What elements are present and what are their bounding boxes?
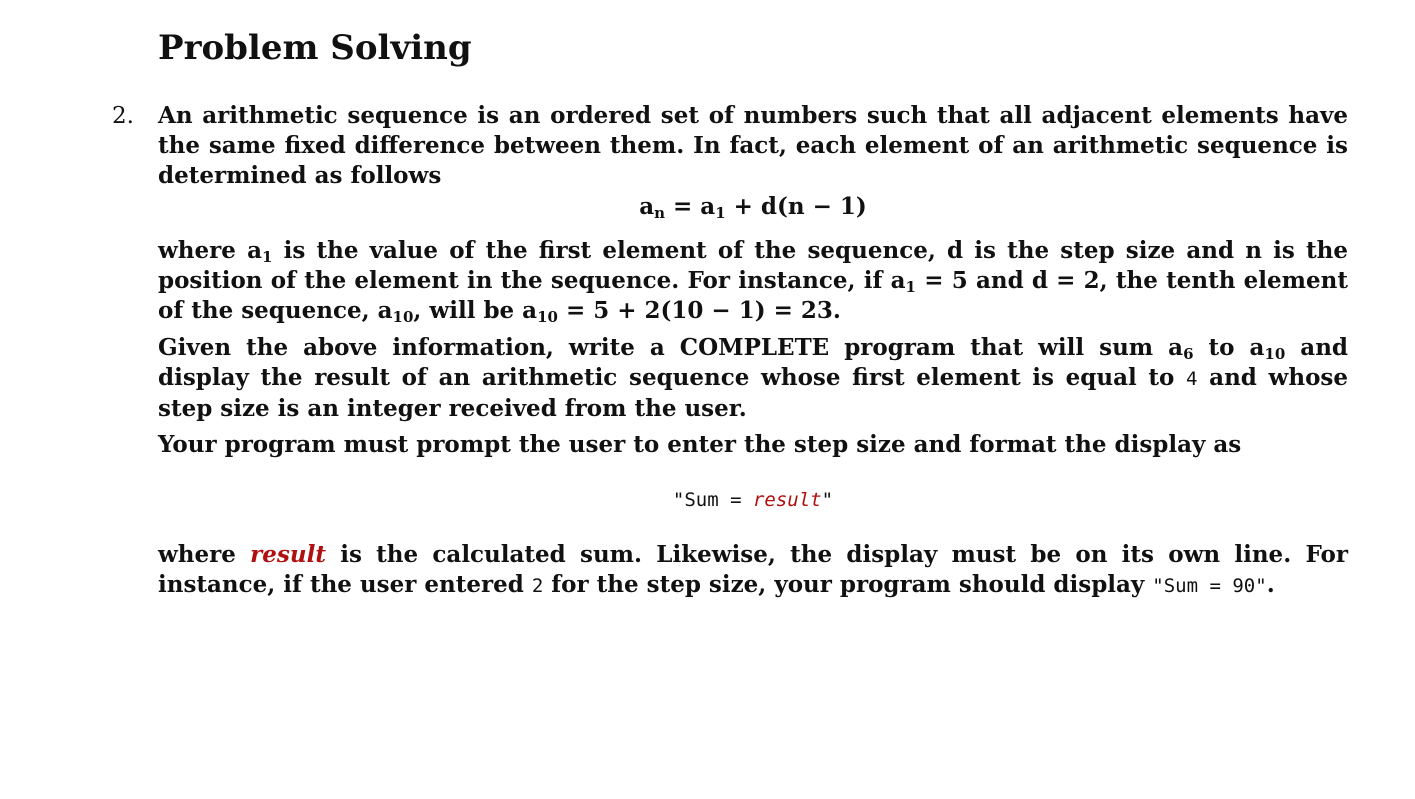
arithmetic-sequence-equation [158, 192, 1348, 222]
example-a10-base: a [377, 297, 393, 324]
display-format-placeholder: result [752, 489, 822, 511]
given-a6-base: a [1168, 334, 1184, 361]
given-a6-subscript: 6 [1183, 345, 1194, 363]
prompt-paragraph: Your program must prompt the user to enter the step size and format the display as [158, 431, 1242, 458]
equation-lhs-subscript: n [654, 204, 665, 222]
where-a1-base: a [247, 237, 262, 264]
display-format-suffix: " [821, 489, 834, 511]
result-text-1: where [158, 541, 251, 568]
display-format-prefix: "Sum = [672, 489, 753, 511]
given-first-value: 4 [1186, 368, 1198, 390]
result-placeholder: result [250, 541, 326, 568]
display-format-line [158, 486, 1348, 514]
example-a1-base: a [890, 267, 906, 294]
result-text-3: for the step size, your program should display [543, 571, 1153, 598]
example-a10b-subscript: 10 [537, 308, 558, 326]
where-paragraph [158, 236, 1348, 326]
example-input-value: 2 [531, 575, 544, 597]
where-text-5: = 5 + 2(10 − 1) = 23. [557, 297, 841, 324]
given-text-1: Given the above information, write a COMPLETE program that will sum [158, 334, 1169, 361]
section-title: Problem Solving [158, 28, 472, 68]
result-text-4: . [1266, 571, 1275, 598]
problem-intro-paragraph: An arithmetic sequence is an ordered set of numbers such that all adjacent elements have the same fixed difference between them. In fact, each element of an arithmetic sequence is determined as follows [158, 102, 1348, 189]
given-a10-subscript: 10 [1264, 345, 1286, 363]
where-text-4: , will be [413, 297, 523, 324]
where-text-3: = 5 and d = 2, the tenth element of the sequence, [158, 267, 1348, 324]
equation-lhs-base: a [639, 193, 655, 220]
example-a10b-base: a [522, 297, 538, 324]
equation-a1-base: a [700, 193, 716, 220]
given-a10-base: a [1249, 334, 1265, 361]
given-text-3: and display the result of an arithmetic sequence whose first element is equal to [158, 334, 1349, 391]
example-a1-subscript: 1 [905, 278, 916, 296]
given-paragraph [158, 333, 1348, 424]
example-a10-subscript: 10 [392, 308, 414, 326]
problem-number: 2. [112, 103, 134, 129]
example-output-value: "Sum = 90" [1152, 575, 1267, 597]
where-text-1: where [158, 237, 248, 264]
result-paragraph [158, 540, 1348, 601]
equation-a1-subscript: 1 [715, 204, 726, 222]
where-a1-subscript: 1 [262, 248, 273, 266]
equation-rest: + d(n − 1) [725, 193, 867, 220]
given-text-2: to [1193, 334, 1250, 361]
result-text-2: is the calculated sum. Likewise, the display must be on its own line. For instance, if the user entered [158, 541, 1348, 598]
equation-equals: = [665, 193, 701, 220]
where-text-2: is the value of the first element of the sequence, d is the step size and n is the position of the element in the sequence. For instance, if [158, 237, 1348, 294]
given-text-4: and whose step size is an integer received from the user. [158, 364, 1348, 422]
